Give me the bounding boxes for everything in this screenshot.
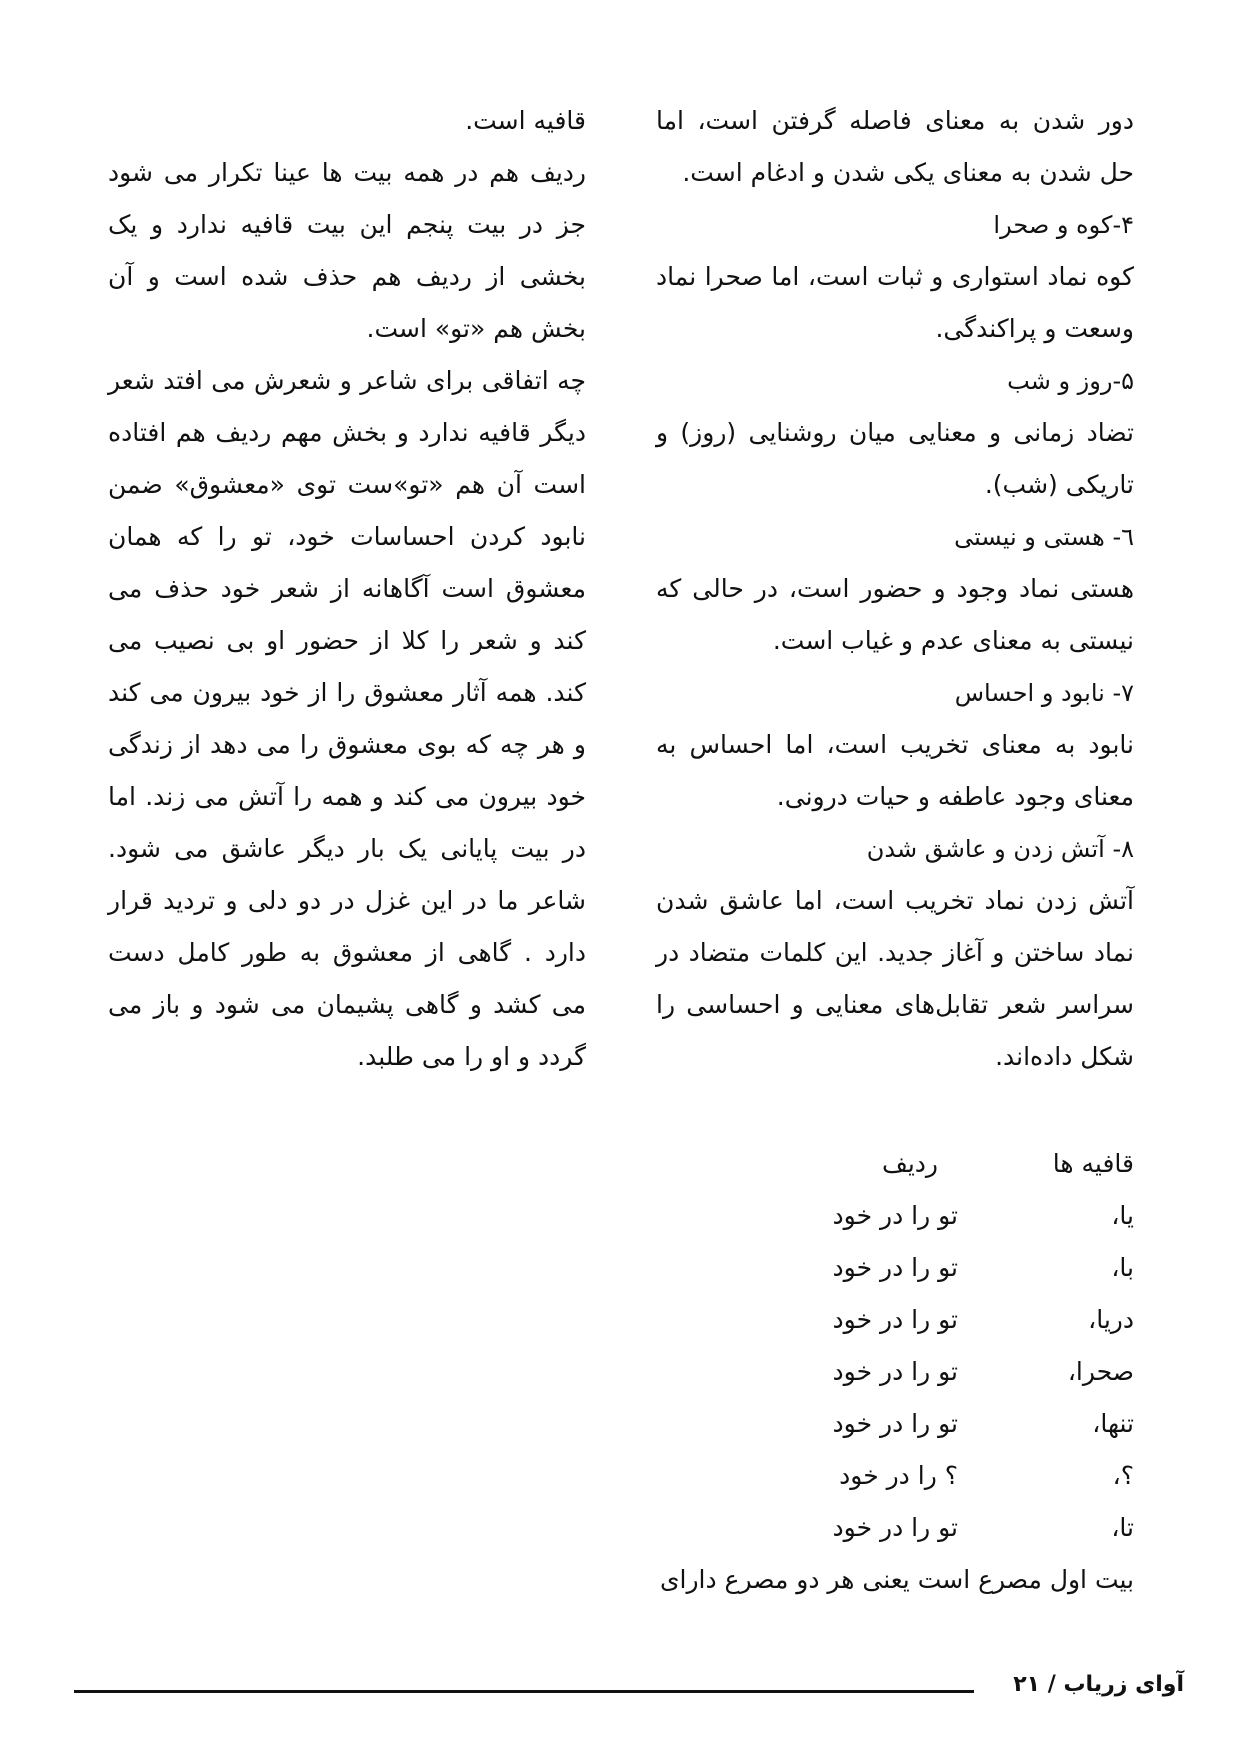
rhyme-table-row	[656, 1450, 1134, 1502]
section-heading: ٦- هستی و نیستی	[954, 523, 1134, 551]
radif-cell: تو را در خود	[832, 1253, 958, 1282]
rhyme-table	[656, 1138, 1134, 1606]
page-number: ۲۱	[1013, 1672, 1041, 1697]
radif-cell: تو را در خود	[832, 1513, 958, 1542]
section-heading: ۵-روز و شب	[1007, 367, 1134, 395]
qafia-cell: یا،	[1111, 1201, 1134, 1230]
radif-cell: تو را در خود	[832, 1409, 958, 1438]
rhyme-table-row	[656, 1398, 1134, 1450]
right-column	[656, 95, 1134, 1083]
right-paragraph: تضاد زمانی و معنایی میان روشنایی (روز) و تاریکی (شب).	[656, 418, 1134, 499]
rhyme-table-row	[656, 1346, 1134, 1398]
footer-rule	[74, 1690, 974, 1693]
radif-cell: ؟ را در خود	[839, 1461, 958, 1490]
qafia-cell: تا،	[1111, 1513, 1134, 1542]
qafia-cell: تنها،	[1092, 1409, 1134, 1438]
qafia-cell: ؟،	[1112, 1461, 1134, 1490]
rhyme-table-header	[656, 1138, 1134, 1190]
page-footer	[74, 1670, 1184, 1700]
header-radif: ردیف	[881, 1149, 938, 1178]
radif-cell: تو را در خود	[832, 1305, 958, 1334]
qafia-cell: با،	[1111, 1253, 1134, 1282]
section-heading: ۸- آتش زدن و عاشق شدن	[866, 835, 1134, 863]
trailing-text: بیت اول مصرع است یعنی هر دو مصرع دارای	[659, 1565, 1134, 1594]
right-paragraph: کوه نماد استواری و ثبات است، اما صحرا نماد وسعت و پراکندگی.	[656, 262, 1134, 343]
header-qafia: قافیه ها	[1052, 1149, 1134, 1178]
right-paragraph: هستی نماد وجود و حضور است، در حالی که نیستی به معنای عدم و غیاب است.	[656, 574, 1134, 655]
left-paragraph: چه اتفاقی برای شاعر و شعرش می افتد شعر دیگر قافیه ندارد و بخش مهم ردیف هم افتاده است آن هم «تو»ست توی «معشوق» ضمن نابود کردن احساسات خود، تو را که همان معشوق است آگاهانه از شعر خود حذف می کند و شعر را کلا از حضور او بی نصیب می کند. همه آثار معشوق را از خود بیرون می کند و هر چه که بوی معشوق را می دهد از زندگی خود بیرون می کند و همه را آتش می زند. اما در بیت پایانی یک بار دیگر عاشق می شود. شاعر ما در این غزل در دو دلی و تردید قرار دارد . گاهی از معشوق به طور کامل دست می کشد و گاهی پشیمان می شود و باز می گردد و او را می طلبد.	[108, 366, 586, 1071]
footer-separator: /	[1047, 1672, 1056, 1697]
right-paragraph: نابود به معنای تخریب است، اما احساس به معنای وجود عاطفه و حیات درونی.	[656, 730, 1134, 811]
qafia-cell: صحرا،	[1067, 1357, 1134, 1386]
qafia-cell: دریا،	[1088, 1305, 1134, 1334]
rhyme-table-row	[656, 1294, 1134, 1346]
radif-cell: تو را در خود	[832, 1201, 958, 1230]
right-paragraph: دور شدن به معنای فاصله گرفتن است، اما حل شدن به معنای یکی شدن و ادغام است.	[656, 106, 1134, 187]
section-heading: ۷- نابود و احساس	[954, 679, 1134, 707]
magazine-title: آوای زریاب	[1063, 1672, 1184, 1697]
rhyme-table-row	[656, 1190, 1134, 1242]
radif-cell: تو را در خود	[832, 1357, 958, 1386]
section-heading: ۴-کوه و صحرا	[993, 211, 1134, 239]
footer-text	[1013, 1670, 1184, 1700]
right-paragraph: آتش زدن نماد تخریب است، اما عاشق شدن نماد ساختن و آغاز جدید. این کلمات متضاد در سراسر شعر تقابل‌های معنایی و احساسی را شکل داده‌اند.	[656, 886, 1134, 1071]
rhyme-table-row	[656, 1502, 1134, 1554]
rhyme-table-row	[656, 1242, 1134, 1294]
left-column	[108, 95, 586, 1083]
left-paragraph: ردیف هم در همه بیت ها عینا تکرار می شود جز در بیت پنجم این بیت قافیه ندارد و یک بخشی از ردیف هم حذف شده است و آن بخش هم «تو» است.	[108, 158, 586, 343]
left-paragraph: قافیه است.	[465, 106, 586, 135]
